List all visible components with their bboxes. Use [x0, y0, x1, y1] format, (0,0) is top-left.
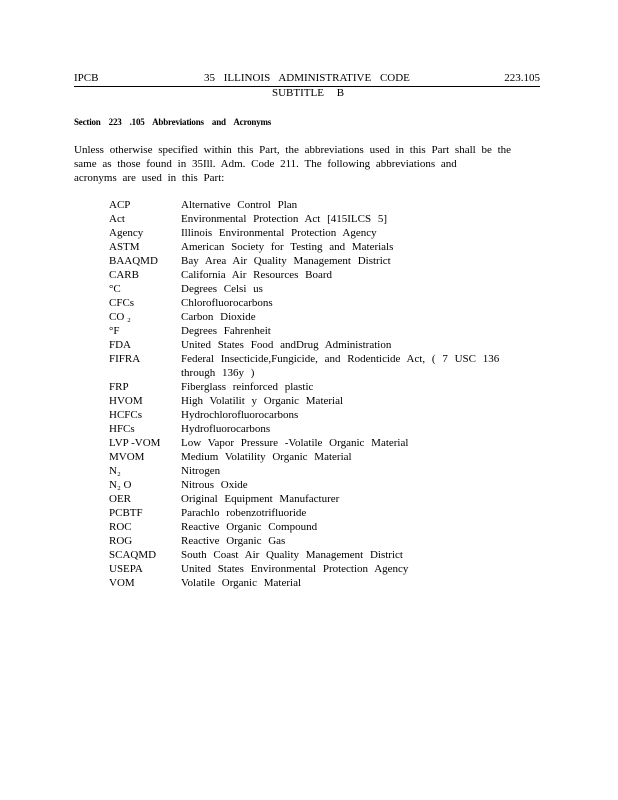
abbreviation-definition: Original Equipment Manufacturer	[181, 493, 340, 505]
abbreviation-definition: High Volatilit y Organic Material	[181, 395, 344, 407]
abbreviation-row	[109, 394, 539, 408]
abbreviation-row	[109, 198, 539, 212]
abbreviation-definition: United States Food andDrug Administration	[181, 339, 392, 351]
abbreviation-term: N₂	[109, 465, 121, 477]
abbreviation-row	[109, 408, 539, 422]
abbreviation-definition: Medium Volatility Organic Material	[181, 451, 352, 463]
abbreviation-row	[109, 576, 539, 590]
abbreviation-row	[109, 478, 539, 492]
abbreviation-term: CFCs	[109, 297, 135, 309]
abbreviation-row	[109, 436, 539, 450]
abbreviation-row	[109, 450, 539, 464]
abbreviation-row	[109, 338, 539, 352]
abbreviation-definition: Alternative Control Plan	[181, 199, 298, 211]
abbreviation-definition: Nitrogen	[181, 465, 221, 477]
abbreviation-definition: Low Vapor Pressure -Volatile Organic Material	[181, 437, 409, 449]
header-subtitle: SUBTITLE B	[272, 87, 345, 99]
abbreviation-row	[109, 226, 539, 240]
abbreviation-term: °C	[109, 283, 121, 295]
abbreviation-row	[109, 296, 539, 310]
abbreviation-definition: California Air Resources Board	[181, 269, 332, 281]
section-heading: Section 223 .105 Abbreviations and Acronyms	[74, 117, 272, 127]
abbreviation-row	[109, 464, 539, 478]
abbreviation-term: ACP	[109, 199, 131, 211]
abbreviation-term: BAAQMD	[109, 255, 158, 267]
abbreviation-term: ROG	[109, 535, 133, 547]
abbreviation-term: USEPA	[109, 563, 143, 575]
abbreviation-term: OER	[109, 493, 131, 505]
header-title: 35 ILLINOIS ADMINISTRATIVE CODE	[204, 72, 410, 84]
abbreviation-definition: Reactive Organic Compound	[181, 521, 318, 533]
abbreviation-term: ASTM	[109, 241, 140, 253]
abbreviation-definition: Volatile Organic Material	[181, 577, 302, 589]
header-section-number: 223.105	[504, 72, 540, 84]
abbreviation-definition: Fiberglass reinforced plastic	[181, 381, 314, 393]
abbreviation-definition: Nitrous Oxide	[181, 479, 248, 491]
abbreviation-row	[109, 268, 539, 282]
abbreviation-row	[109, 212, 539, 226]
abbreviation-term: PCBTF	[109, 507, 143, 519]
abbreviation-term: °F	[109, 325, 120, 337]
abbreviation-definition: Degrees Fahrenheit	[181, 325, 271, 337]
abbreviation-definition: Environmental Protection Act [415ILCS 5]	[181, 213, 388, 225]
abbreviation-term: Act	[109, 213, 125, 225]
abbreviation-definition: Federal Insecticide,Fungicide, and Rodenticide Act, ( 7 USC 136 through 136y )	[181, 353, 500, 379]
abbreviation-row	[109, 422, 539, 436]
abbreviation-row	[109, 548, 539, 562]
abbreviation-term: CO ₂	[109, 311, 131, 323]
abbreviation-row	[109, 324, 539, 338]
abbreviation-term: LVP -VOM	[109, 437, 161, 449]
abbreviation-term: VOM	[109, 577, 135, 589]
abbreviation-row	[109, 534, 539, 548]
abbreviation-row	[109, 240, 539, 254]
abbreviation-definition: Hydrofluorocarbons	[181, 423, 271, 435]
abbreviation-term: FRP	[109, 381, 129, 393]
abbreviation-row	[109, 562, 539, 576]
abbreviation-row	[109, 380, 539, 394]
abbreviation-term: HCFCs	[109, 409, 143, 421]
header-agency: IPCB	[74, 72, 99, 84]
abbreviation-term: SCAQMD	[109, 549, 157, 561]
abbreviation-definition: Hydrochlorofluorocarbons	[181, 409, 299, 421]
abbreviation-definition: Degrees Celsi us	[181, 283, 263, 295]
abbreviation-term: HVOM	[109, 395, 143, 407]
abbreviation-definition: Illinois Environmental Protection Agency	[181, 227, 377, 239]
abbreviation-definition: Chlorofluorocarbons	[181, 297, 273, 309]
abbreviation-row	[109, 282, 539, 296]
abbreviation-row	[109, 506, 539, 520]
abbreviation-row	[109, 492, 539, 506]
abbreviation-row	[109, 352, 539, 380]
intro-paragraph	[74, 143, 514, 185]
abbreviation-term: FDA	[109, 339, 132, 351]
page-header	[74, 72, 540, 87]
intro-line: same as those found in 35Ill. Adm. Code 211. The following abbreviations and	[74, 158, 457, 170]
abbreviation-list	[109, 198, 539, 590]
abbreviation-term: N₂ O	[109, 479, 132, 491]
abbreviation-row	[109, 254, 539, 268]
abbreviation-definition: American Society for Testing and Materials	[181, 241, 394, 253]
abbreviation-row	[109, 520, 539, 534]
abbreviation-term: FIFRA	[109, 353, 141, 365]
abbreviation-term: CARB	[109, 269, 139, 281]
abbreviation-definition: Parachlo robenzotrifluoride	[181, 507, 307, 519]
abbreviation-term: HFCs	[109, 423, 135, 435]
abbreviation-definition: Bay Area Air Quality Management District	[181, 255, 391, 267]
abbreviation-term: Agency	[109, 227, 144, 239]
abbreviation-definition: United States Environmental Protection Agency	[181, 563, 409, 575]
intro-line: Unless otherwise specified within this Part, the abbreviations used in this Part shall be the	[74, 144, 512, 156]
intro-line: acronyms are used in this Part:	[74, 172, 225, 184]
abbreviation-term: ROC	[109, 521, 132, 533]
abbreviation-definition: Reactive Organic Gas	[181, 535, 286, 547]
abbreviation-definition: Carbon Dioxide	[181, 311, 256, 323]
abbreviation-definition: South Coast Air Quality Management District	[181, 549, 403, 561]
abbreviation-term: MVOM	[109, 451, 145, 463]
abbreviation-row	[109, 310, 539, 324]
